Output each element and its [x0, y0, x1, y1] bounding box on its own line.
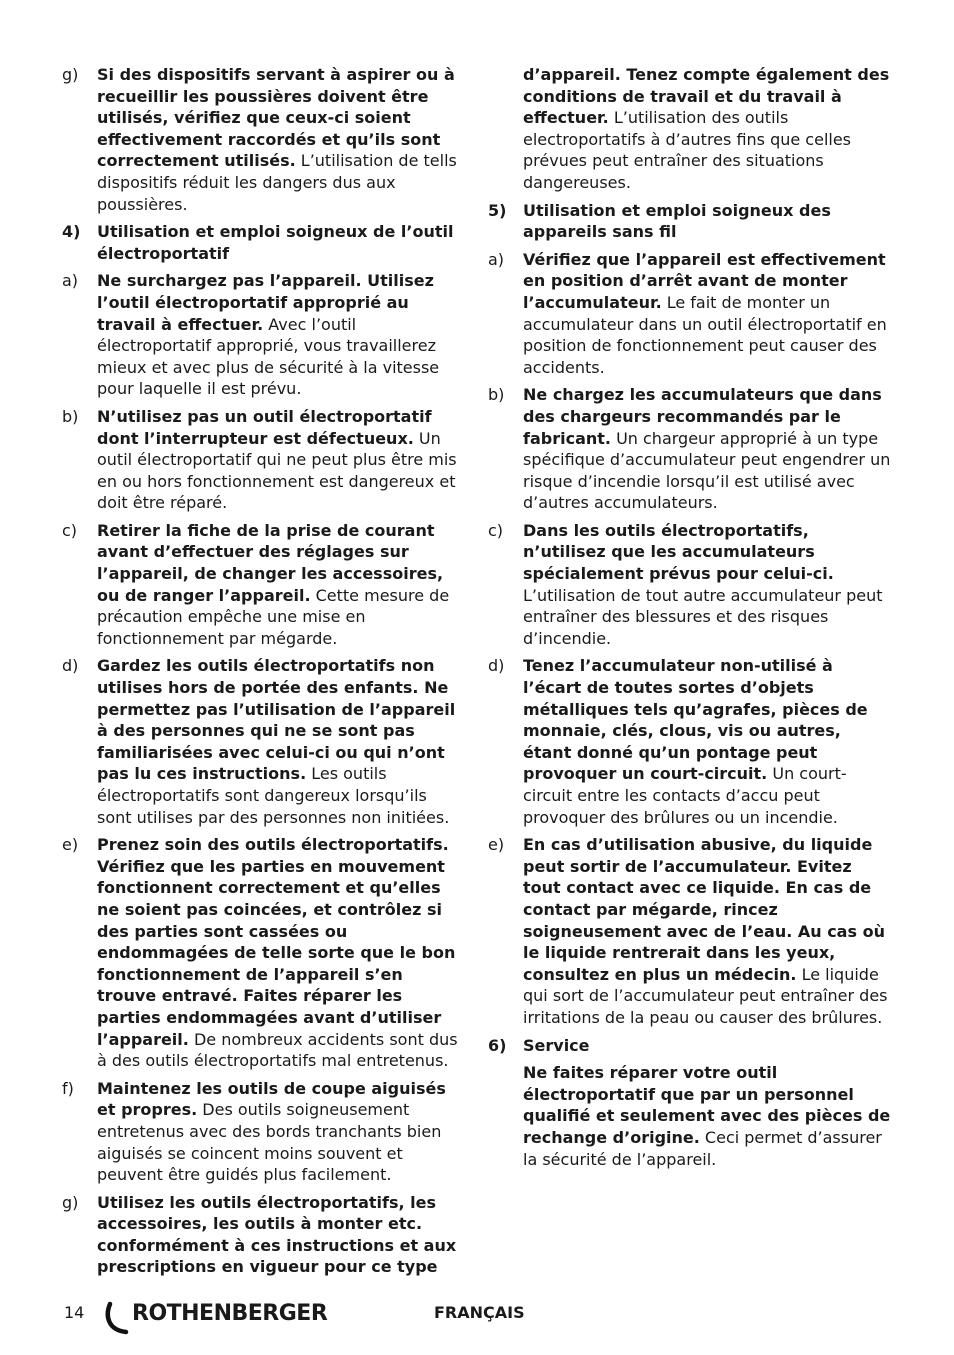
item-text — [97, 1078, 462, 1186]
item-text — [523, 655, 892, 828]
item-bold-text: Utilisation et emploi soigneux de l’outil électroportatif — [97, 222, 454, 263]
instruction-item — [62, 406, 462, 514]
item-bold-text: N’utilisez pas un outil électroportatif dont l’interrupteur est défectueux. — [97, 406, 432, 448]
item-text — [523, 1062, 892, 1170]
item-bold-text: Ne surchargez pas l’appareil. Utilisez l’outil électroportatif approprié au travail à effectuer. — [97, 271, 434, 334]
item-bold-text: Gardez les outils électroportatifs non utilises hors de portée des enfants. Ne permettez pas l’utilisation de l’appareil à des personnes qui ne se sont pas familiarisées avec celui-ci ou qui n’ont pas lu ces instructions. — [97, 656, 456, 784]
item-label: c) — [62, 520, 78, 540]
item-normal-text: Le fait de monter un accumulateur dans un outil électroportatif en position de fonctionnement peut causer des accidents. — [523, 292, 887, 377]
instruction-item — [62, 1078, 462, 1186]
item-label: d) — [62, 656, 79, 676]
item-label: g) — [62, 1192, 79, 1212]
item-label: d) — [488, 656, 505, 676]
item-text — [523, 200, 892, 243]
item-bold-text: Maintenez les outils de coupe aiguisés et propres. — [97, 1078, 446, 1120]
item-text — [97, 834, 462, 1072]
instruction-item — [62, 64, 462, 215]
item-bold-text: Retirer la fiche de la prise de courant avant d’effectuer des réglages sur l’appareil, de changer les accessoires, ou de ranger l’appareil. — [97, 520, 444, 605]
item-label: a) — [488, 249, 505, 269]
item-normal-text: De nombreux accidents sont dus à des outils électroportatifs mal entretenus. — [97, 1029, 458, 1071]
instruction-item — [488, 834, 892, 1028]
item-normal-text: Un outil électroportatif qui ne peut plus être mis en ou hors fonctionnement est dangereux et doit être réparé. — [97, 428, 457, 513]
item-bold-text: Prenez soin des outils électroportatifs. Vérifiez que les parties en mouvement fonctionnent correctement et qu’elles ne soient pas coincées, et contrôlez si des parties sont cassées ou endommagées de telle sorte que le bon fonctionnement de l’appareil s’en trouve entravé. Faites réparer les parties endommagées avant d’utiliser l’appareil. — [97, 835, 456, 1049]
item-label: 4) — [62, 222, 81, 242]
instruction-item — [62, 520, 462, 650]
item-text — [523, 520, 892, 650]
page-footer — [0, 1300, 954, 1340]
item-normal-text: Les outils électroportatifs sont dangereux lorsqu’ils sont utilises par des personnes non initiées. — [97, 764, 450, 827]
item-bold-text: d’appareil. Tenez compte également des conditions de travail et du travail à effectuer. — [523, 65, 890, 128]
right-column — [488, 64, 892, 1176]
logo-text: ROTHENBERGER — [132, 1301, 328, 1326]
item-bold-text: Tenez l’accumulateur non-utilisé à l’écart de toutes sortes d’objets métalliques tels qu’agrafes, pièces de monnaie, clés, clous, vis ou autres, étant donné qu’un pontage peut provoquer un court-circuit. — [523, 656, 868, 784]
item-normal-text: L’utilisation de tout autre accumulateur peut entraîner des blessures et des risques d’incendie. — [523, 585, 883, 648]
item-label: g) — [62, 65, 79, 84]
instruction-item — [488, 520, 892, 650]
item-text — [97, 1192, 462, 1278]
item-normal-text: Cette mesure de précaution empêche une mise en fonctionnement par mégarde. — [97, 585, 450, 648]
item-bold-text: Dans les outils électroportatifs, n’utilisez que les accumulateurs spécialement prévus pour celui-ci. — [523, 520, 834, 584]
item-normal-text: L’utilisation de tells dispositifs réduit les dangers dus aux poussières. — [97, 151, 457, 214]
item-bold-text: Utilisation et emploi soigneux des appareils sans fil — [523, 200, 831, 242]
item-label: 6) — [488, 1035, 507, 1055]
language-label: FRANÇAIS — [434, 1303, 525, 1322]
section-heading — [488, 1035, 892, 1057]
item-normal-text: Ceci permet d’assurer la sécurité de l’appareil. — [523, 1127, 882, 1169]
item-bold-text: Service — [523, 1035, 590, 1055]
instruction-item — [488, 384, 892, 514]
item-bold-text: Si des dispositifs servant à aspirer ou à recueillir les poussières doivent être utilisés, vérifiez que ceux-ci soient effectivement raccordés et qu’ils sont correctement utilisés. — [97, 65, 455, 171]
item-normal-text: Des outils soigneusement entretenus avec des bords tranchants bien aiguisés se coincent moins souvent et peuvent être guidés plus facilement. — [97, 1100, 442, 1185]
left-column — [62, 64, 462, 1284]
item-bold-text: Utilisez les outils électroportatifs, les accessoires, les outils à monter etc. conformément à ces instructions et aux prescriptions en vigueur pour ce type — [97, 1192, 457, 1277]
item-text — [523, 834, 892, 1028]
item-bold-text: Ne chargez les accumulateurs que dans des chargeurs recommandés par le fabricant. — [523, 385, 882, 448]
item-label: e) — [62, 835, 79, 855]
item-normal-text: Un chargeur approprié à un type spécifique d’accumulateur peut engendrer un risque d’incendie lorsqu’il est utilisé avec d’autres accumulateurs. — [523, 428, 891, 513]
item-text — [97, 221, 462, 264]
instruction-item — [488, 64, 892, 194]
instruction-item — [488, 655, 892, 828]
item-normal-text: L’utilisation des outils electroportatifs à d’autres fins que celles prévues peut entraîner des situations dangereuses. — [523, 108, 852, 192]
item-text — [97, 270, 462, 400]
instruction-item — [62, 270, 462, 400]
item-bold-text: Ne faites réparer votre outil électroportatif que par un personnel qualifié et seulement avec des pièces de rechange d’origine. — [523, 1063, 891, 1147]
item-normal-text: Le liquide qui sort de l’accumulateur peut entraîner des irritations de la peau ou causer des brûlures. — [523, 964, 888, 1027]
item-label: 5) — [488, 200, 507, 220]
item-normal-text: Avec l’outil électroportatif approprié, vous travaillerez mieux et avec plus de sécurité à la vitesse pour laquelle il est prévu. — [97, 314, 440, 399]
page-number: 14 — [64, 1303, 85, 1322]
item-text — [523, 384, 892, 514]
instruction-item — [488, 249, 892, 379]
item-normal-text: Un court-circuit entre les contacts d’accu peut provoquer des brûlures ou un incendie. — [523, 764, 847, 827]
item-text — [97, 655, 462, 828]
instruction-item — [62, 1192, 462, 1278]
item-text — [523, 64, 892, 194]
item-label: a) — [62, 271, 79, 291]
item-label: c) — [488, 520, 504, 540]
item-bold-text: Vérifiez que l’appareil est effectivement en position d’arrêt avant de monter l’accumulateur. — [523, 249, 886, 312]
item-label: e) — [488, 835, 505, 855]
item-text — [523, 249, 892, 379]
item-bold-text: En cas d’utilisation abusive, du liquide peut sortir de l’accumulateur. Evitez tout contact avec ce liquide. En cas de contact par mégarde, rincez soigneusement avec de l’eau. Au cas où le liquide rentrerait dans les yeux, consultez en plus un médecin. — [523, 835, 885, 984]
item-label: b) — [488, 385, 505, 405]
section-heading — [488, 200, 892, 243]
item-label: f) — [62, 1078, 74, 1098]
rothenberger-logo — [104, 1300, 349, 1336]
item-text — [97, 406, 462, 514]
section-heading — [62, 221, 462, 264]
item-text — [97, 64, 462, 215]
item-label: b) — [62, 406, 79, 426]
instruction-item — [62, 655, 462, 828]
item-text — [523, 1035, 892, 1057]
item-text — [97, 520, 462, 650]
instruction-item — [62, 834, 462, 1072]
instruction-item — [488, 1062, 892, 1170]
